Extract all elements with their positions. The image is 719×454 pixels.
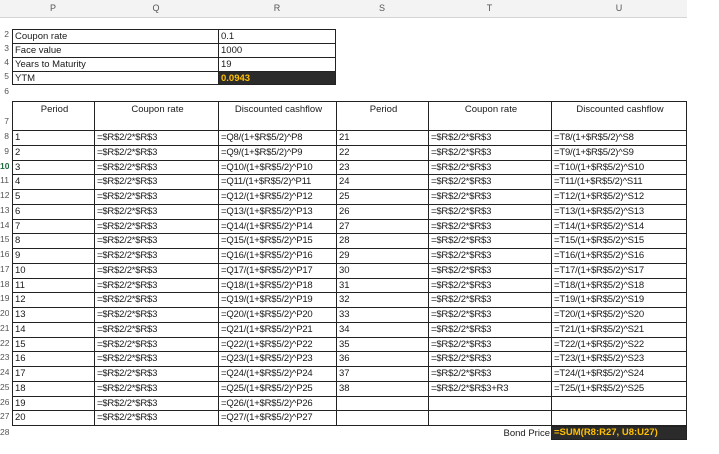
table-cell-t[interactable]: =$R$2/2*$R$3 bbox=[428, 367, 551, 382]
table-cell-q[interactable]: =$R$2/2*$R$3 bbox=[94, 146, 218, 161]
table-cell-s[interactable]: 28 bbox=[336, 234, 428, 249]
input-label: YTM bbox=[12, 71, 218, 85]
row-number[interactable]: 28 bbox=[0, 427, 9, 437]
table-cell-p[interactable]: 18 bbox=[12, 382, 94, 397]
column-header-u[interactable]: U bbox=[551, 0, 687, 18]
table-cell-u[interactable] bbox=[551, 397, 687, 412]
column-header-s[interactable]: S bbox=[336, 0, 428, 18]
table-cell-p[interactable]: 15 bbox=[12, 338, 94, 353]
table-cell-u[interactable] bbox=[551, 411, 687, 426]
column-header-p[interactable]: P bbox=[12, 0, 94, 18]
table-cell-p[interactable]: 12 bbox=[12, 293, 94, 308]
row-number[interactable]: 3 bbox=[4, 43, 9, 53]
table-cell-q[interactable]: =$R$2/2*$R$3 bbox=[94, 323, 218, 338]
table-cell-s[interactable]: 34 bbox=[336, 323, 428, 338]
row-number[interactable]: 15 bbox=[0, 234, 9, 245]
table-cell-s[interactable]: 25 bbox=[336, 190, 428, 205]
row-number[interactable]: 14 bbox=[0, 219, 9, 230]
table-cell-s[interactable]: 26 bbox=[336, 205, 428, 220]
row-number[interactable]: 2 bbox=[4, 29, 9, 39]
table-cell-p[interactable]: 9 bbox=[12, 249, 94, 264]
table-cell-t[interactable]: =$R$2/2*$R$3 bbox=[428, 205, 551, 220]
input-label: Face value bbox=[12, 43, 218, 57]
table-cell-q[interactable]: =$R$2/2*$R$3 bbox=[94, 367, 218, 382]
table-cell-q[interactable]: =$R$2/2*$R$3 bbox=[94, 175, 218, 190]
table-cell-s[interactable]: 29 bbox=[336, 249, 428, 264]
column-header-t[interactable]: T bbox=[428, 0, 551, 18]
row-number[interactable]: 7 bbox=[4, 116, 9, 126]
table-cell-p[interactable]: 7 bbox=[12, 220, 94, 235]
table-cell-p[interactable]: 2 bbox=[12, 146, 94, 161]
table-cell-t[interactable]: =$R$2/2*$R$3 bbox=[428, 190, 551, 205]
table-cell-u[interactable]: =T15/(1+$R$5/2)^S15 bbox=[551, 234, 687, 249]
bond-price-formula-cell[interactable]: =SUM(R8:R27, U8:U27) bbox=[551, 426, 687, 440]
table-header: Discounted cashflow bbox=[218, 101, 336, 131]
table-cell-u[interactable]: =T11/(1+$R$5/2)^S11 bbox=[551, 175, 687, 190]
table-cell-s[interactable]: 23 bbox=[336, 161, 428, 176]
table-cell-q[interactable]: =$R$2/2*$R$3 bbox=[94, 264, 218, 279]
row-number[interactable]: 16 bbox=[0, 249, 9, 259]
table-header: Period bbox=[12, 101, 94, 131]
input-label: Years to Maturity bbox=[12, 57, 218, 71]
table-cell-r[interactable]: =Q18/(1+$R$5/2)^P18 bbox=[218, 279, 336, 294]
table-cell-p[interactable]: 14 bbox=[12, 323, 94, 338]
table-cell-q[interactable]: =$R$2/2*$R$3 bbox=[94, 234, 218, 249]
table-cell-q[interactable]: =$R$2/2*$R$3 bbox=[94, 161, 218, 176]
column-header-q[interactable]: Q bbox=[94, 0, 218, 18]
row-number[interactable]: 18 bbox=[0, 278, 9, 289]
table-cell-t[interactable]: =$R$2/2*$R$3 bbox=[428, 249, 551, 264]
table-cell-p[interactable]: 10 bbox=[12, 264, 94, 279]
table-cell-r[interactable]: =Q19/(1+$R$5/2)^P19 bbox=[218, 293, 336, 308]
input-label: Coupon rate bbox=[12, 29, 218, 43]
table-cell-u[interactable]: =T17/(1+$R$5/2)^S17 bbox=[551, 264, 687, 279]
table-cell-p[interactable]: 5 bbox=[12, 190, 94, 205]
table-cell-q[interactable]: =$R$2/2*$R$3 bbox=[94, 397, 218, 412]
row-number[interactable]: 23 bbox=[0, 352, 9, 363]
table-cell-t[interactable]: =$R$2/2*$R$3 bbox=[428, 308, 551, 323]
table-header: Discounted cashflow bbox=[551, 101, 687, 131]
table-cell-r[interactable]: =Q11/(1+$R$5/2)^P11 bbox=[218, 175, 336, 190]
table-cell-s[interactable] bbox=[336, 411, 428, 426]
column-header-r[interactable]: R bbox=[218, 0, 336, 18]
table-cell-t[interactable]: =$R$2/2*$R$3 bbox=[428, 146, 551, 161]
input-value[interactable]: 1000 bbox=[218, 43, 336, 57]
table-cell-u[interactable]: =T14/(1+$R$5/2)^S14 bbox=[551, 220, 687, 235]
table-cell-s[interactable]: 37 bbox=[336, 367, 428, 382]
table-cell-r[interactable]: =Q15/(1+$R$5/2)^P15 bbox=[218, 234, 336, 249]
table-cell-r[interactable]: =Q27/(1+$R$5/2)^P27 bbox=[218, 411, 336, 426]
table-cell-r[interactable]: =Q25/(1+$R$5/2)^P25 bbox=[218, 382, 336, 397]
table-header: Coupon rate bbox=[428, 101, 551, 131]
table-cell-u[interactable]: =T22/(1+$R$5/2)^S22 bbox=[551, 338, 687, 353]
row-number[interactable]: 9 bbox=[4, 145, 9, 156]
table-cell-t[interactable]: =$R$2/2*$R$3+R3 bbox=[428, 382, 551, 397]
table-cell-r[interactable]: =Q13/(1+$R$5/2)^P13 bbox=[218, 205, 336, 220]
table-cell-q[interactable]: =$R$2/2*$R$3 bbox=[94, 220, 218, 235]
row-number[interactable]: 27 bbox=[0, 411, 9, 422]
table-cell-p[interactable]: 13 bbox=[12, 308, 94, 323]
table-cell-t[interactable]: =$R$2/2*$R$3 bbox=[428, 293, 551, 308]
table-cell-r[interactable]: =Q26/(1+$R$5/2)^P26 bbox=[218, 397, 336, 412]
row-number[interactable]: 26 bbox=[0, 396, 9, 407]
table-cell-r[interactable]: =Q8/(1+$R$5/2)^P8 bbox=[218, 131, 336, 146]
table-cell-s[interactable] bbox=[336, 397, 428, 412]
table-cell-u[interactable]: =T21/(1+$R$5/2)^S21 bbox=[551, 323, 687, 338]
row-number[interactable]: 25 bbox=[0, 381, 9, 392]
table-cell-r[interactable]: =Q17/(1+$R$5/2)^P17 bbox=[218, 264, 336, 279]
table-cell-u[interactable]: =T8/(1+$R$5/2)^S8 bbox=[551, 131, 687, 146]
table-cell-p[interactable]: 20 bbox=[12, 411, 94, 426]
table-cell-u[interactable]: =T20/(1+$R$5/2)^S20 bbox=[551, 308, 687, 323]
table-cell-p[interactable]: 16 bbox=[12, 352, 94, 367]
row-number[interactable]: 12 bbox=[0, 190, 9, 200]
table-cell-p[interactable]: 8 bbox=[12, 234, 94, 249]
table-cell-s[interactable]: 38 bbox=[336, 382, 428, 397]
table-cell-s[interactable]: 36 bbox=[336, 352, 428, 367]
table-cell-s[interactable]: 30 bbox=[336, 264, 428, 279]
table-cell-t[interactable]: =$R$2/2*$R$3 bbox=[428, 264, 551, 279]
table-cell-s[interactable]: 24 bbox=[336, 175, 428, 190]
table-cell-t[interactable] bbox=[428, 411, 551, 426]
row-number[interactable]: 19 bbox=[0, 293, 9, 304]
table-cell-t[interactable]: =$R$2/2*$R$3 bbox=[428, 338, 551, 353]
table-cell-t[interactable]: =$R$2/2*$R$3 bbox=[428, 131, 551, 146]
table-cell-p[interactable]: 4 bbox=[12, 175, 94, 190]
table-cell-r[interactable]: =Q10/(1+$R$5/2)^P10 bbox=[218, 161, 336, 176]
table-cell-u[interactable]: =T24/(1+$R$5/2)^S24 bbox=[551, 367, 687, 382]
bond-price-label: Bond Price bbox=[503, 428, 550, 439]
table-cell-s[interactable]: 22 bbox=[336, 146, 428, 161]
row-number[interactable]: 10 bbox=[0, 160, 9, 171]
table-cell-r[interactable]: =Q16/(1+$R$5/2)^P16 bbox=[218, 249, 336, 264]
table-cell-q[interactable]: =$R$2/2*$R$3 bbox=[94, 131, 218, 146]
table-cell-u[interactable]: =T18/(1+$R$5/2)^S18 bbox=[551, 279, 687, 294]
select-all-corner[interactable] bbox=[0, 0, 12, 18]
row-number[interactable]: 22 bbox=[0, 337, 9, 348]
table-cell-s[interactable]: 33 bbox=[336, 308, 428, 323]
row-number[interactable]: 20 bbox=[0, 308, 9, 318]
table-cell-q[interactable]: =$R$2/2*$R$3 bbox=[94, 411, 218, 426]
row-number[interactable]: 17 bbox=[0, 263, 9, 274]
input-value[interactable]: 19 bbox=[218, 57, 336, 71]
table-cell-s[interactable]: 21 bbox=[336, 131, 428, 146]
row-number[interactable]: 24 bbox=[0, 367, 9, 377]
table-cell-p[interactable]: 19 bbox=[12, 397, 94, 412]
input-value[interactable]: 0.0943 bbox=[218, 71, 336, 85]
table-cell-t[interactable]: =$R$2/2*$R$3 bbox=[428, 323, 551, 338]
table-header: Coupon rate bbox=[94, 101, 218, 131]
table-cell-q[interactable]: =$R$2/2*$R$3 bbox=[94, 205, 218, 220]
row-number[interactable]: 4 bbox=[4, 57, 9, 67]
table-cell-s[interactable]: 32 bbox=[336, 293, 428, 308]
table-cell-t[interactable]: =$R$2/2*$R$3 bbox=[428, 279, 551, 294]
table-cell-r[interactable]: =Q9/(1+$R$5/2)^P9 bbox=[218, 146, 336, 161]
table-cell-u[interactable]: =T12/(1+$R$5/2)^S12 bbox=[551, 190, 687, 205]
table-cell-t[interactable]: =$R$2/2*$R$3 bbox=[428, 175, 551, 190]
table-cell-u[interactable]: =T13/(1+$R$5/2)^S13 bbox=[551, 205, 687, 220]
table-cell-p[interactable]: 3 bbox=[12, 161, 94, 176]
table-cell-s[interactable]: 31 bbox=[336, 279, 428, 294]
table-cell-u[interactable]: =T19/(1+$R$5/2)^S19 bbox=[551, 293, 687, 308]
table-cell-r[interactable]: =Q14/(1+$R$5/2)^P14 bbox=[218, 220, 336, 235]
table-cell-r[interactable]: =Q12/(1+$R$5/2)^P12 bbox=[218, 190, 336, 205]
table-cell-t[interactable] bbox=[428, 397, 551, 412]
table-cell-q[interactable]: =$R$2/2*$R$3 bbox=[94, 352, 218, 367]
input-value[interactable]: 0.1 bbox=[218, 29, 336, 43]
table-cell-r[interactable]: =Q22/(1+$R$5/2)^P22 bbox=[218, 338, 336, 353]
table-cell-q[interactable]: =$R$2/2*$R$3 bbox=[94, 249, 218, 264]
table-cell-t[interactable]: =$R$2/2*$R$3 bbox=[428, 352, 551, 367]
table-cell-t[interactable]: =$R$2/2*$R$3 bbox=[428, 220, 551, 235]
table-cell-q[interactable]: =$R$2/2*$R$3 bbox=[94, 308, 218, 323]
table-cell-t[interactable]: =$R$2/2*$R$3 bbox=[428, 161, 551, 176]
table-cell-s[interactable]: 27 bbox=[336, 220, 428, 235]
table-cell-q[interactable]: =$R$2/2*$R$3 bbox=[94, 382, 218, 397]
table-cell-q[interactable]: =$R$2/2*$R$3 bbox=[94, 338, 218, 353]
row-number[interactable]: 13 bbox=[0, 204, 9, 215]
row-number[interactable]: 8 bbox=[4, 131, 9, 141]
row-number[interactable]: 6 bbox=[4, 86, 9, 96]
table-cell-u[interactable]: =T9/(1+$R$5/2)^S9 bbox=[551, 146, 687, 161]
table-cell-p[interactable]: 17 bbox=[12, 367, 94, 382]
row-number[interactable]: 21 bbox=[0, 322, 9, 333]
table-cell-r[interactable]: =Q23/(1+$R$5/2)^P23 bbox=[218, 352, 336, 367]
table-cell-u[interactable]: =T16/(1+$R$5/2)^S16 bbox=[551, 249, 687, 264]
table-cell-q[interactable]: =$R$2/2*$R$3 bbox=[94, 293, 218, 308]
table-cell-q[interactable]: =$R$2/2*$R$3 bbox=[94, 279, 218, 294]
table-cell-s[interactable]: 35 bbox=[336, 338, 428, 353]
table-cell-r[interactable]: =Q24/(1+$R$5/2)^P24 bbox=[218, 367, 336, 382]
table-cell-r[interactable]: =Q20/(1+$R$5/2)^P20 bbox=[218, 308, 336, 323]
row-number[interactable]: 5 bbox=[4, 71, 9, 81]
table-cell-u[interactable]: =T10/(1+$R$5/2)^S10 bbox=[551, 161, 687, 176]
row-number[interactable]: 11 bbox=[0, 175, 9, 186]
table-cell-u[interactable]: =T25/(1+$R$5/2)^S25 bbox=[551, 382, 687, 397]
table-cell-q[interactable]: =$R$2/2*$R$3 bbox=[94, 190, 218, 205]
table-cell-p[interactable]: 11 bbox=[12, 279, 94, 294]
table-cell-r[interactable]: =Q21/(1+$R$5/2)^P21 bbox=[218, 323, 336, 338]
table-cell-t[interactable]: =$R$2/2*$R$3 bbox=[428, 234, 551, 249]
table-cell-p[interactable]: 6 bbox=[12, 205, 94, 220]
table-cell-p[interactable]: 1 bbox=[12, 131, 94, 146]
table-header: Period bbox=[336, 101, 428, 131]
table-cell-u[interactable]: =T23/(1+$R$5/2)^S23 bbox=[551, 352, 687, 367]
